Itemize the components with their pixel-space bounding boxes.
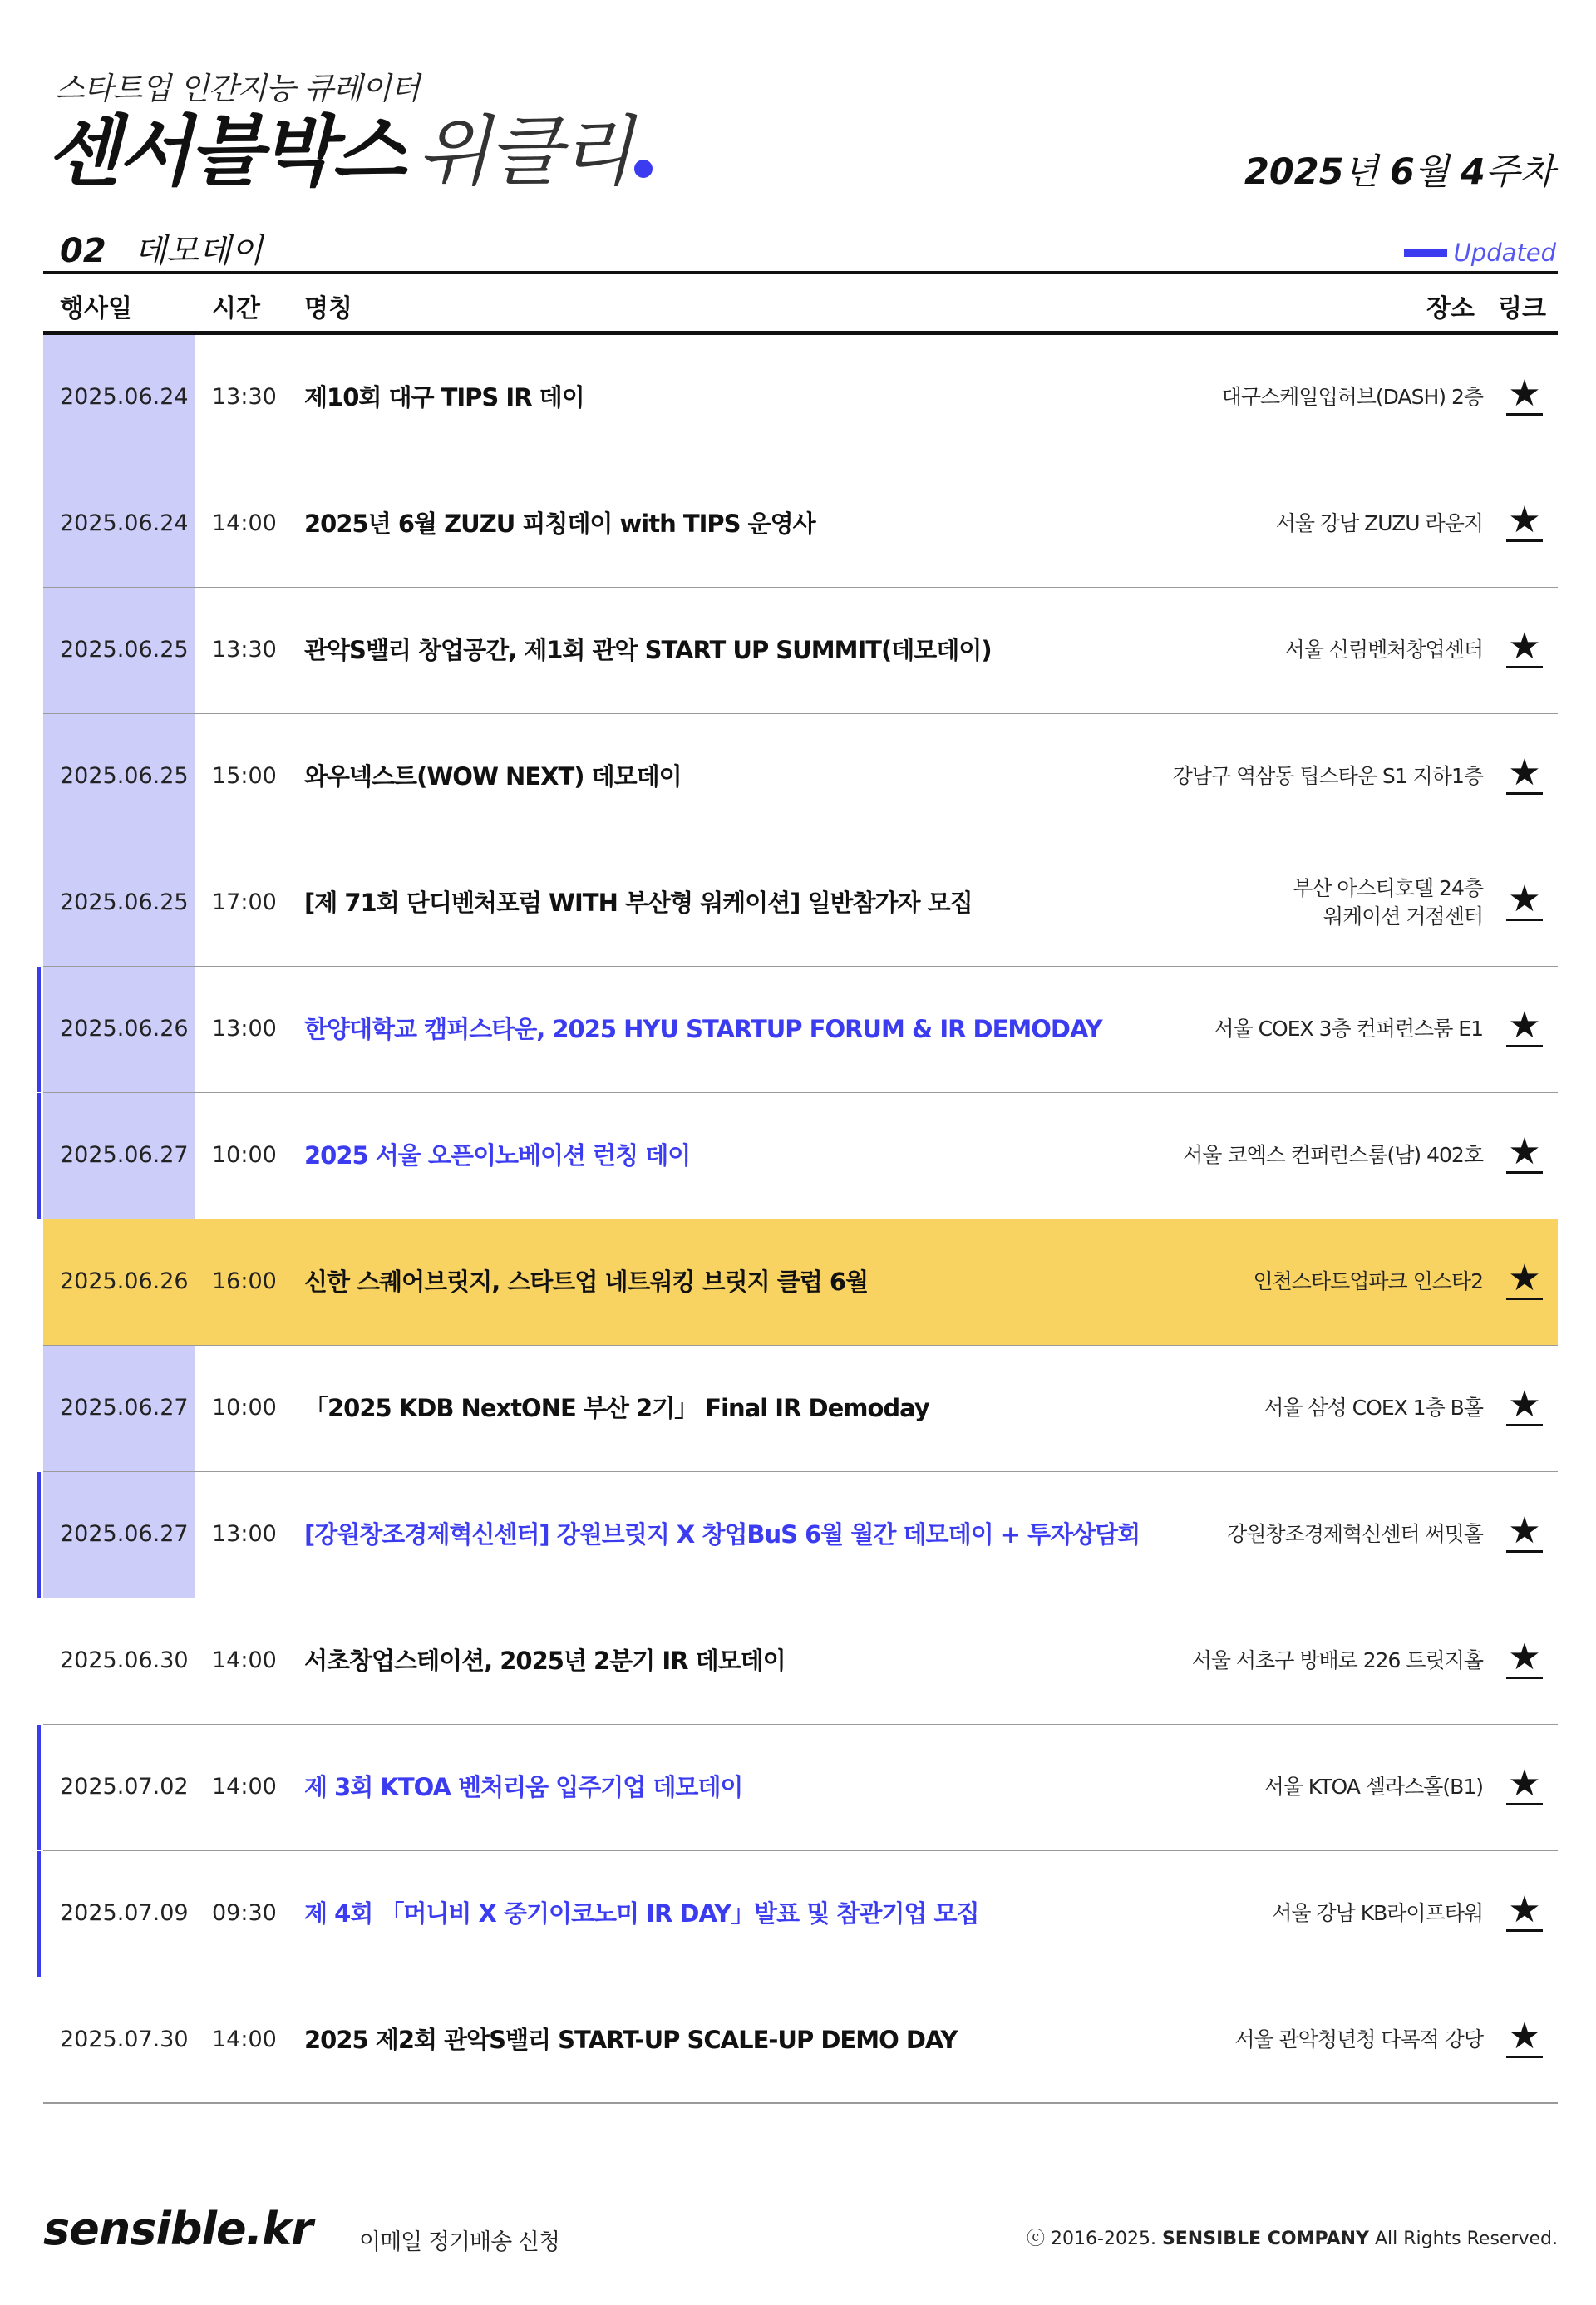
table-row <box>43 1093 1558 1219</box>
table-row <box>43 335 1558 461</box>
event-name: 와우넥스트(WOW NEXT) 데모데이 <box>304 762 682 790</box>
event-date: 2025.06.24 <box>60 510 189 536</box>
table-header <box>43 274 1558 331</box>
event-venue-line: 서울 강남 KB라이프타워 <box>1272 1901 1483 1926</box>
event-venue <box>1173 714 1483 839</box>
event-venue-line: 인천스타트업파크 인스타2 <box>1253 1269 1483 1294</box>
star-icon[interactable]: ★ <box>1506 1765 1543 1805</box>
event-time: 13:00 <box>212 1521 277 1547</box>
event-name: [제 71회 단디벤처포럼 WITH 부산형 워케이션] 일반참가자 모집 <box>304 889 973 917</box>
subscribe-link[interactable]: 이메일 정기배송 신청 <box>359 2229 559 2255</box>
event-venue <box>1253 1219 1483 1344</box>
event-venue <box>1214 967 1483 1091</box>
copyright-company: SENSIBLE COMPANY <box>1161 2229 1369 2249</box>
event-name: 2025 서울 오픈이노베이션 런칭 데이 <box>304 1141 691 1170</box>
updated-legend <box>1404 239 1556 267</box>
event-venue-line: 서울 COEX 3층 컨퍼런스룸 E1 <box>1214 1017 1483 1042</box>
event-venue-line: 서울 삼성 COEX 1층 B홀 <box>1264 1396 1483 1421</box>
event-name: 2025년 6월 ZUZU 피칭데이 with TIPS 운영사 <box>304 510 815 538</box>
event-venue <box>1264 1725 1483 1849</box>
week-month-suffix: 월 <box>1414 151 1450 193</box>
event-date: 2025.06.26 <box>60 1016 189 1042</box>
event-time: 13:30 <box>212 384 277 410</box>
star-icon[interactable]: ★ <box>1506 1259 1543 1300</box>
event-name: 제 4회 「머니비 X 중기이코노미 IR DAY」발표 및 참관기업 모집 <box>304 1899 979 1928</box>
star-icon[interactable]: ★ <box>1506 1386 1543 1426</box>
event-venue <box>1192 1598 1483 1723</box>
section-number: 02 <box>60 232 106 270</box>
updated-marker <box>37 967 41 1092</box>
event-name: 제 3회 KTOA 벤처리움 입주기업 데모데이 <box>304 1773 743 1801</box>
star-icon[interactable]: ★ <box>1506 2017 1543 2058</box>
updated-marker <box>37 1851 41 1977</box>
table-row <box>43 1219 1558 1346</box>
event-venue <box>1183 1093 1483 1218</box>
event-date: 2025.07.09 <box>60 1900 189 1926</box>
week-number-suffix: 주차 <box>1485 151 1554 193</box>
event-venue-line: 서울 코엑스 컨퍼런스룸(남) 402호 <box>1183 1143 1483 1168</box>
star-icon[interactable]: ★ <box>1506 1007 1543 1047</box>
event-name: 한양대학교 캠퍼스타운, 2025 HYU STARTUP FORUM & IR DEMODAY <box>304 1015 1102 1043</box>
star-icon[interactable]: ★ <box>1506 1891 1543 1932</box>
copyright-rights: All Rights Reserved. <box>1374 2229 1558 2249</box>
event-time: 15:00 <box>212 763 277 789</box>
event-venue-line: 워케이션 거점센터 <box>1323 904 1483 928</box>
header-venue: 장소 <box>1426 294 1475 323</box>
event-date: 2025.06.27 <box>60 1142 189 1168</box>
event-time: 13:30 <box>212 637 277 662</box>
event-time: 17:00 <box>212 889 277 915</box>
table-row <box>43 461 1558 588</box>
copyright-prefix: ⓒ 2016-2025. <box>1027 2229 1156 2249</box>
updated-legend-swatch-icon <box>1404 249 1447 257</box>
table-row <box>43 840 1558 967</box>
event-date: 2025.06.30 <box>60 1647 189 1673</box>
table-row <box>43 967 1558 1093</box>
event-time: 14:00 <box>212 2027 277 2052</box>
header-time: 시간 <box>212 294 260 323</box>
table-row <box>43 1851 1558 1977</box>
table-row <box>43 1977 1558 2104</box>
updated-marker <box>37 1725 41 1850</box>
event-name: 신한 스퀘어브릿지, 스타트업 네트워킹 브릿지 클럽 6월 <box>304 1268 869 1296</box>
event-venue <box>1264 1346 1483 1470</box>
issue-week <box>1244 144 1554 195</box>
event-time: 14:00 <box>212 1774 277 1800</box>
brand-dot-icon <box>634 160 653 178</box>
event-name: 서초창업스테이션, 2025년 2분기 IR 데모데이 <box>304 1647 786 1675</box>
header-link: 링크 <box>1498 294 1546 323</box>
event-venue-line: 서울 KTOA 셀라스홀(B1) <box>1264 1775 1483 1800</box>
table-row <box>43 1598 1558 1725</box>
event-time: 09:30 <box>212 1900 277 1926</box>
star-icon[interactable]: ★ <box>1506 1133 1543 1174</box>
event-date: 2025.06.25 <box>60 763 189 789</box>
event-time: 10:00 <box>212 1142 277 1168</box>
brand-title <box>47 107 653 196</box>
event-name: 관악S밸리 창업공간, 제1회 관악 START UP SUMMIT(데모데이) <box>304 636 992 664</box>
event-venue <box>1285 588 1483 712</box>
event-date: 2025.07.02 <box>60 1774 189 1800</box>
event-venue-line: 서울 서초구 방배로 226 트릿지홀 <box>1191 1648 1483 1673</box>
brand-title-light: 위클리 <box>416 107 631 196</box>
event-date: 2025.06.24 <box>60 384 189 410</box>
header-date: 행사일 <box>60 294 132 323</box>
event-venue <box>1293 840 1483 965</box>
event-venue-line: 서울 강남 ZUZU 라운지 <box>1275 511 1483 536</box>
brand-title-bold: 센서블박스 <box>47 107 404 196</box>
event-time: 14:00 <box>212 510 277 536</box>
copyright <box>1027 2224 1558 2250</box>
table-row <box>43 588 1558 714</box>
event-time: 14:00 <box>212 1647 277 1673</box>
event-date: 2025.06.25 <box>60 889 189 915</box>
event-venue-line: 서울 관악청년청 다목적 강당 <box>1234 2027 1483 2052</box>
week-number: 4 <box>1461 151 1485 193</box>
event-date: 2025.07.30 <box>60 2027 189 2052</box>
event-name: [강원창조경제혁신센터] 강원브릿지 X 창업BuS 6월 월간 데모데이 + 투자상담회 <box>304 1520 1140 1549</box>
updated-marker <box>37 1093 41 1219</box>
table-row <box>43 1725 1558 1851</box>
event-venue-line: 서울 신림벤처창업센터 <box>1284 638 1483 662</box>
event-date: 2025.06.26 <box>60 1268 189 1294</box>
event-venue <box>1222 335 1483 460</box>
event-name: 2025 제2회 관악S밸리 START-UP SCALE-UP DEMO DAY <box>304 2026 958 2054</box>
event-time: 13:00 <box>212 1016 277 1042</box>
event-venue-line: 대구스케일업허브(DASH) 2층 <box>1221 385 1483 410</box>
star-icon[interactable]: ★ <box>1506 501 1543 542</box>
event-venue <box>1234 1977 1483 2102</box>
event-venue-line: 강원창조경제혁신센터 써밋홀 <box>1227 1522 1483 1547</box>
week-year: 2025 <box>1244 151 1344 193</box>
footer-logo[interactable]: sensible.kr <box>43 2203 313 2255</box>
week-year-suffix: 년 <box>1343 151 1379 193</box>
event-date: 2025.06.25 <box>60 637 189 662</box>
event-name: 제10회 대구 TIPS IR 데이 <box>304 383 584 411</box>
header-subtitle: 스타트업 인간지능 큐레이터 <box>55 71 420 106</box>
section-heading <box>60 224 263 272</box>
event-venue-line: 강남구 역삼동 팁스타운 S1 지하1층 <box>1172 764 1483 789</box>
event-name: 「2025 KDB NextONE 부산 2기」 Final IR Demoday <box>304 1394 929 1422</box>
star-icon[interactable]: ★ <box>1506 1512 1543 1553</box>
event-venue <box>1227 1472 1483 1597</box>
table-row <box>43 1346 1558 1472</box>
event-time: 16:00 <box>212 1268 277 1294</box>
event-table-body <box>43 335 1558 2104</box>
table-row <box>43 1472 1558 1598</box>
star-icon[interactable]: ★ <box>1506 628 1543 668</box>
event-date: 2025.06.27 <box>60 1395 189 1421</box>
event-venue-line: 부산 아스티호텔 24층 <box>1293 876 1483 901</box>
updated-legend-label: Updated <box>1453 239 1556 267</box>
event-venue <box>1276 461 1483 586</box>
star-icon[interactable]: ★ <box>1506 754 1543 795</box>
updated-marker <box>37 1472 41 1598</box>
event-time: 10:00 <box>212 1395 277 1421</box>
week-month: 6 <box>1389 151 1415 193</box>
star-icon[interactable]: ★ <box>1506 375 1543 416</box>
table-row <box>43 714 1558 840</box>
star-icon[interactable]: ★ <box>1506 880 1543 921</box>
star-icon[interactable]: ★ <box>1506 1638 1543 1679</box>
header-name: 명칭 <box>304 294 352 323</box>
event-venue <box>1272 1851 1483 1976</box>
event-date: 2025.06.27 <box>60 1521 189 1547</box>
section-title: 데모데이 <box>134 232 264 270</box>
